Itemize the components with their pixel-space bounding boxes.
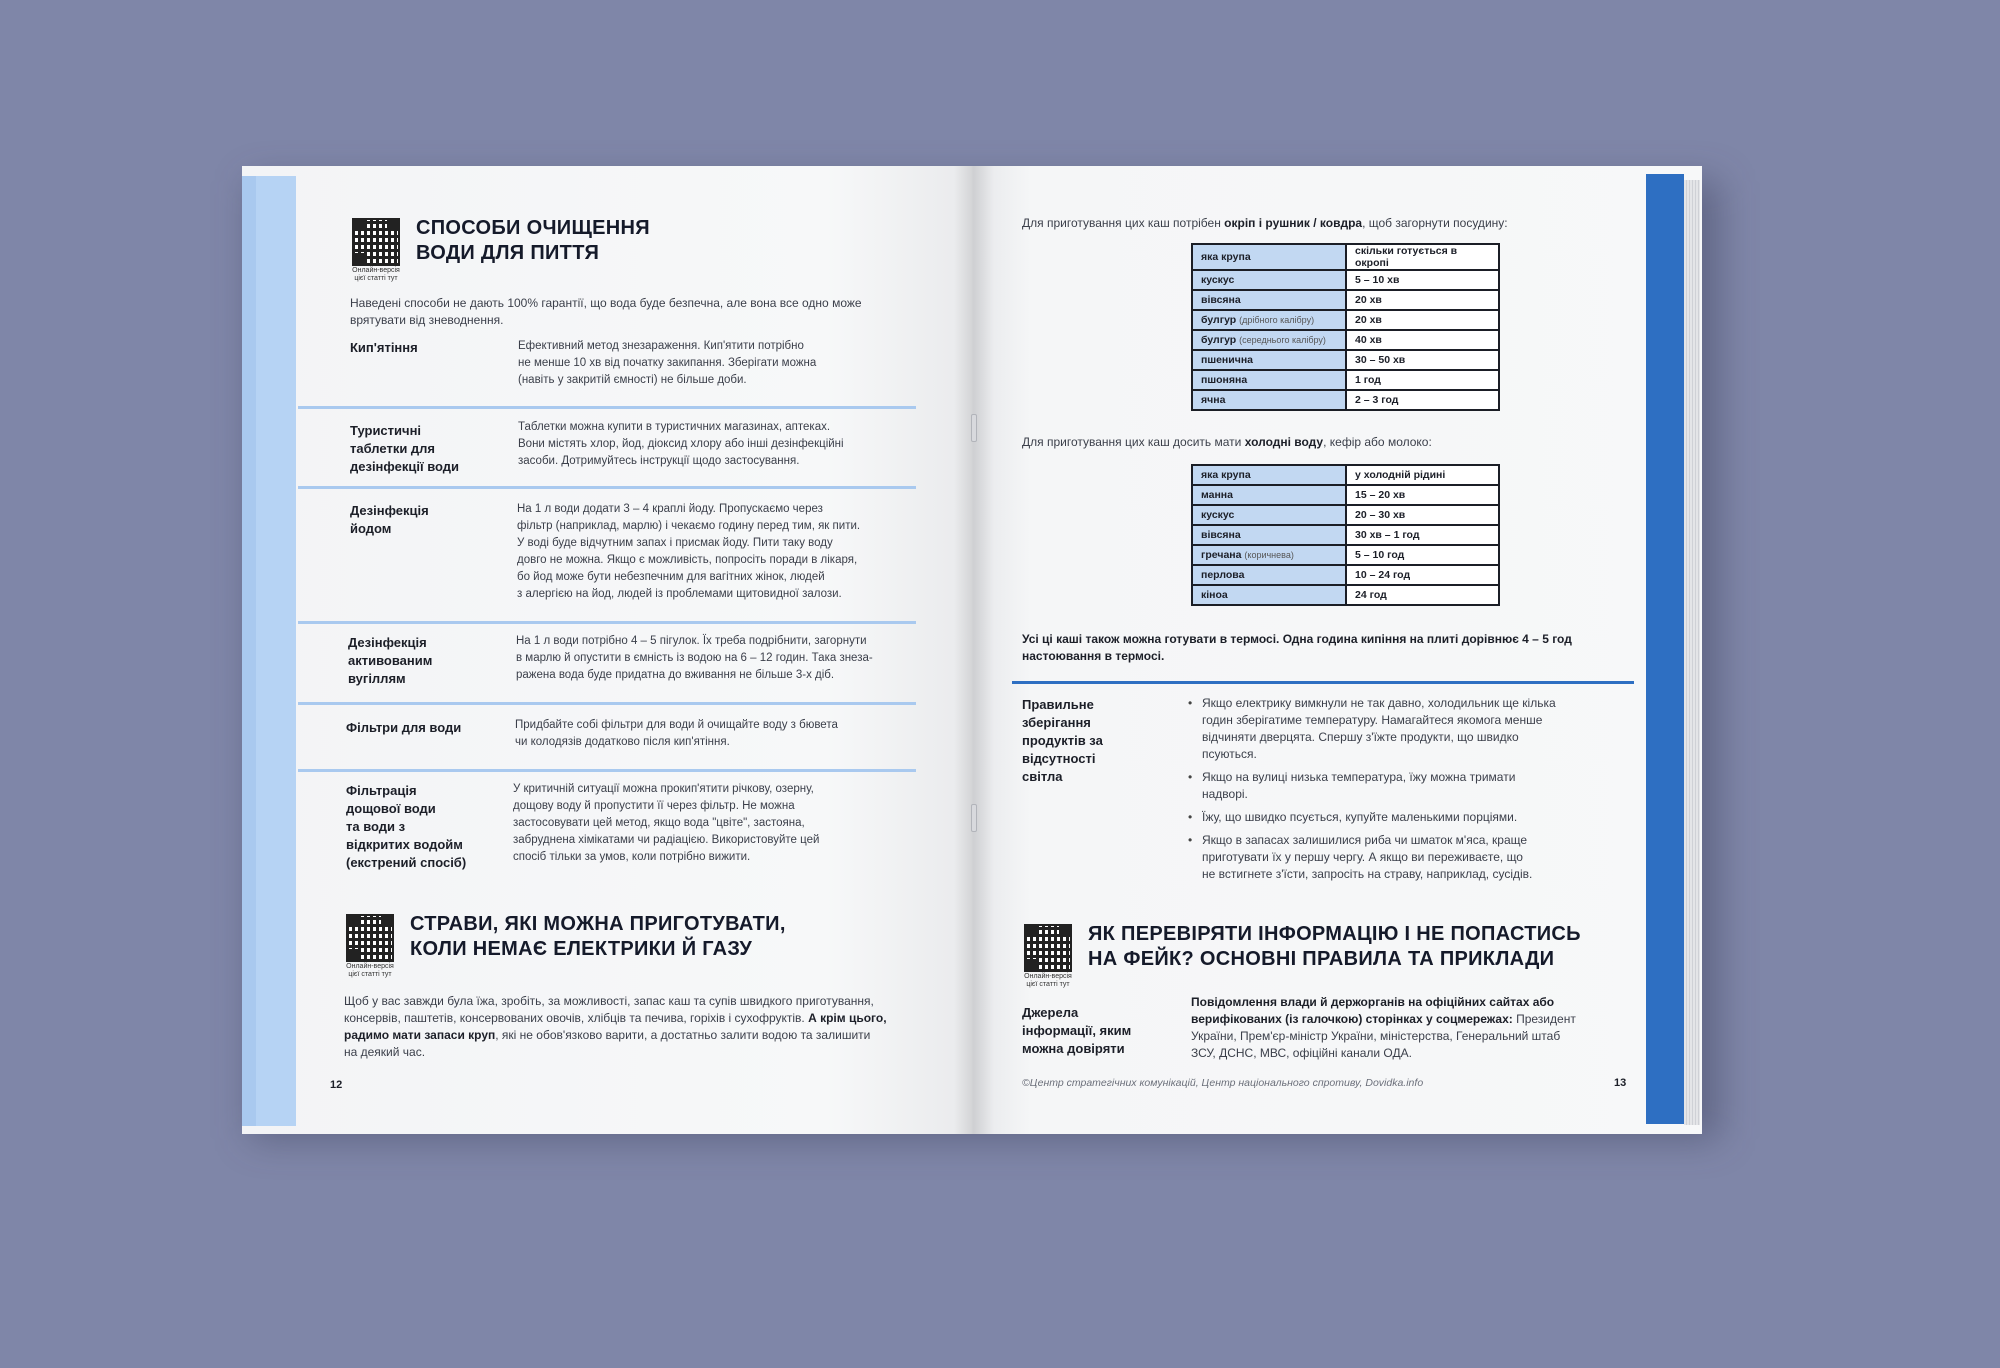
cell-text: пшенична <box>1201 354 1254 366</box>
table-cell <box>1192 525 1346 545</box>
cell-note: (дрібного калібру) <box>1239 315 1315 325</box>
title-line: ЯК ПЕРЕВІРЯТИ ІНФОРМАЦІЮ І НЕ ПОПАСТИСЬ <box>1088 923 1581 945</box>
cell-text: гречана <box>1201 549 1242 561</box>
label-line: та води з <box>346 819 406 834</box>
text-line: Таблетки можна купити в туристичних магазинах, аптеках. <box>518 421 831 433</box>
text-line: ражена вода буде придатна до вживання не більше 3-х діб. <box>516 669 835 681</box>
label-line: йодом <box>350 521 392 536</box>
spine-shadow <box>954 166 994 1134</box>
text-line: Наведені способи не дають 100% гарантії, що вода буде безпечна, але вона все одно може <box>350 296 862 310</box>
porridge-intro-cold <box>1022 434 1642 451</box>
text-line: • Їжу, що швидко псується, купуйте маленькими порціями. <box>1202 810 1518 824</box>
list-item <box>1188 769 1628 803</box>
text-line: спосіб тільки за умов, коли потрібно вижити. <box>513 851 751 863</box>
text-line: псуються. <box>1202 747 1257 761</box>
text-line: надворі. <box>1202 787 1248 801</box>
staple <box>971 414 977 442</box>
label-line: відкритих водойм <box>346 837 463 852</box>
table-row <box>1192 585 1499 605</box>
text-line: На 1 л води додати 3 – 4 краплі йоду. Пропускаємо через <box>517 503 823 515</box>
table-row <box>1192 290 1499 310</box>
method-label <box>348 634 432 688</box>
separator <box>298 406 916 409</box>
label-line: можна довіряти <box>1022 1041 1125 1056</box>
text-line: відчиняти дверцята. Спершу з'їжте продукти, що швидко <box>1202 730 1519 744</box>
separator <box>298 769 916 772</box>
cell-text: пшоняна <box>1201 374 1248 386</box>
text-line: чи колодязів додатково після кип'ятіння. <box>515 736 730 748</box>
section-title-food <box>410 912 786 962</box>
method-label <box>346 782 466 872</box>
thermos-note <box>1022 631 1642 665</box>
table-cell <box>1192 505 1346 525</box>
table-cell: 30 хв – 1 год <box>1346 525 1499 545</box>
text-line: У воді буде відчутним запах і присмак йоду. Пити таку воду <box>517 537 833 549</box>
cell-text: ячна <box>1201 394 1226 406</box>
bold-span: верифікованих (із галочкою) сторінках у соцмережах: <box>1191 1012 1513 1026</box>
section-title-water <box>416 216 650 266</box>
label-line: світла <box>1022 769 1063 784</box>
text-span: Президент <box>1512 1012 1576 1026</box>
table-header-cell: скільки готується в окропі <box>1346 244 1499 270</box>
cell-text: перлова <box>1201 569 1245 581</box>
title-line: ВОДИ ДЛЯ ПИТТЯ <box>416 242 600 264</box>
left-blue-strip <box>256 176 296 1126</box>
label-line: вугіллям <box>348 671 406 686</box>
text-line: Ефективний метод знезараження. Кип'ятити потрібно <box>518 340 804 352</box>
text-span: , щоб загорнути посудину: <box>1362 216 1508 230</box>
label-line: Джерела <box>1022 1005 1079 1020</box>
label-line: Кип'ятіння <box>350 340 418 355</box>
table-cell: 20 хв <box>1346 290 1499 310</box>
text-line: • Якщо електрику вимкнули не так давно, холодильник ще кілька <box>1202 696 1556 710</box>
table-cell: 20 – 30 хв <box>1346 505 1499 525</box>
label-line: (екстрений спосіб) <box>346 855 467 870</box>
text-line: врятувати від зневоднення. <box>350 313 504 327</box>
text-line <box>344 1027 944 1044</box>
table-row <box>1192 330 1499 350</box>
table-cell <box>1192 350 1346 370</box>
page-edges <box>1684 180 1700 1125</box>
cell-text: булгур <box>1201 334 1237 346</box>
text-line <box>1191 994 1631 1011</box>
separator <box>298 702 916 705</box>
text-line: з алергією на йод, людей із проблемами щитовидної залози. <box>517 588 842 600</box>
table-header-cell: яка крупа <box>1192 465 1346 485</box>
cell-text: кускус <box>1201 274 1235 286</box>
text-line: Щоб у вас завжди була їжа, зробіть, за можливості, запас каш та супів швидкого приготування, <box>344 994 874 1008</box>
title-line: СПОСОБИ ОЧИЩЕННЯ <box>416 217 650 239</box>
label-line: Фільтрація <box>346 783 417 798</box>
table-cell <box>1192 485 1346 505</box>
table-row <box>1192 270 1499 290</box>
storage-tips <box>1188 695 1628 889</box>
cell-note: (середнього калібру) <box>1239 335 1326 345</box>
separator <box>1012 681 1634 684</box>
text-line: засоби. Дотримуйтесь інструкції щодо застосування. <box>518 455 800 467</box>
text-span: Для приготування цих каш потрібен <box>1022 216 1225 230</box>
table-header-row <box>1192 465 1499 485</box>
table-row <box>1192 390 1499 410</box>
table-header-row <box>1192 244 1499 270</box>
text-line: годин зберігатиме температуру. Намагайтеся якомога менше <box>1202 713 1543 727</box>
boiling-water-table <box>1191 243 1500 411</box>
cell-text: кіноа <box>1201 589 1228 601</box>
left-page <box>242 166 972 1134</box>
table-cell <box>1192 370 1346 390</box>
text-line: (навіть у закритій ємності) не більше доби. <box>518 374 747 386</box>
separator <box>298 621 916 624</box>
text-line: настоювання в термосі. <box>1022 649 1165 663</box>
table-cell: 40 хв <box>1346 330 1499 350</box>
label-line: Фільтри для води <box>346 720 462 735</box>
right-page <box>972 166 1702 1134</box>
method-label <box>346 719 461 737</box>
cell-text: булгур <box>1201 314 1237 326</box>
trusted-sources-label <box>1022 1004 1131 1058</box>
label-line: Туристичні <box>350 423 422 438</box>
label-line: продуктів за <box>1022 733 1103 748</box>
table-cell: 10 – 24 год <box>1346 565 1499 585</box>
text-line: не встигнете з'їсти, запросіть на страву, наприклад, сусідів. <box>1202 867 1533 881</box>
table-row <box>1192 545 1499 565</box>
text-line: Придбайте собі фільтри для води й очищайте воду з бювета <box>515 719 838 731</box>
text-line: Вони містять хлор, йод, діоксид хлору або інші дезінфекційні <box>518 438 844 450</box>
label-line: таблетки для <box>350 441 436 456</box>
table-row <box>1192 505 1499 525</box>
text-line <box>1191 1011 1631 1028</box>
qr-code-icon <box>1024 924 1072 972</box>
title-line: НА ФЕЙК? ОСНОВНІ ПРАВИЛА ТА ПРИКЛАДИ <box>1088 948 1555 970</box>
table-cell: 20 хв <box>1346 310 1499 330</box>
text-line: ЗСУ, ДСНС, МВС, офіційні канали ОДА. <box>1191 1046 1412 1060</box>
method-description <box>518 338 816 389</box>
qr-caption: Онлайн-версія цієї статті тут <box>346 963 394 978</box>
cell-text: кускус <box>1201 509 1235 521</box>
method-label <box>350 422 459 476</box>
text-line: приготувати їх у першу чергу. А якщо ви переживаєте, що <box>1202 850 1523 864</box>
method-description <box>517 501 860 603</box>
open-booklet <box>242 166 1702 1134</box>
qr-caption: Онлайн-версія цієї статті тут <box>352 267 400 282</box>
list-item <box>1188 809 1628 826</box>
table-row <box>1192 485 1499 505</box>
table-cell <box>1192 545 1346 565</box>
text-line: довго не можна. Якщо є можливість, попросіть поради в лікаря, <box>517 554 858 566</box>
label-line: дощової води <box>346 801 436 816</box>
staple <box>971 804 977 832</box>
label-line: зберігання <box>1022 715 1091 730</box>
list-item <box>1188 695 1628 763</box>
table-cell: 5 – 10 год <box>1346 545 1499 565</box>
page-number-right: 13 <box>1614 1077 1627 1089</box>
label-line: інформації, яким <box>1022 1023 1132 1038</box>
text-line: України, Прем'єр-міністр України, міністерства, Генеральний штаб <box>1191 1029 1561 1043</box>
method-label <box>350 502 429 538</box>
method-description <box>515 717 838 751</box>
trusted-sources-text <box>1191 994 1631 1062</box>
title-line: СТРАВИ, ЯКІ МОЖНА ПРИГОТУВАТИ, <box>410 913 786 935</box>
method-description <box>513 781 819 866</box>
text-line: бо йод може бути небезпечним для вагітних жінок, людей <box>517 571 825 583</box>
copyright-footer: ©Центр стратегічних комунікацій, Центр національного спротиву, Dovidka.info <box>1022 1077 1424 1089</box>
text-line: забруднена хімікатами чи радіацією. Використовуйте цей <box>513 834 820 846</box>
table-cell: 15 – 20 хв <box>1346 485 1499 505</box>
qr-code-icon <box>346 914 394 962</box>
list-item <box>1188 832 1628 883</box>
text-line: в марлю й опустити в ємність із водою на 6 – 12 годин. Така знеза- <box>516 652 873 664</box>
cell-text: вівсяна <box>1201 529 1241 541</box>
table-cell: 30 – 50 хв <box>1346 350 1499 370</box>
text-line: дощову воду й пропустити її через фільтр. Не можна <box>513 800 795 812</box>
table-cell <box>1192 565 1346 585</box>
table-row <box>1192 310 1499 330</box>
label-line: Дезінфекція <box>348 635 427 650</box>
cell-text: манна <box>1201 489 1233 501</box>
left-edge-strip <box>242 176 256 1126</box>
bold-span: радимо мати запаси круп <box>344 1028 496 1042</box>
table-cell <box>1192 310 1346 330</box>
section-title-fakes <box>1088 922 1581 972</box>
table-cell: 24 год <box>1346 585 1499 605</box>
separator <box>298 486 916 489</box>
cell-text: вівсяна <box>1201 294 1241 306</box>
bold-span: холодні воду <box>1244 435 1324 449</box>
table-row <box>1192 350 1499 370</box>
page-number-left: 12 <box>330 1079 343 1091</box>
table-cell <box>1192 330 1346 350</box>
text-line: У критичній ситуації можна прокип'ятити річкову, озерну, <box>513 783 814 795</box>
table-cell <box>1192 390 1346 410</box>
text-line: • Якщо в запасах залишилися риба чи шматок м'яса, краще <box>1202 833 1528 847</box>
text-span: , кефір або молоко: <box>1323 435 1432 449</box>
table-cell <box>1192 585 1346 605</box>
text-span: , які не обов'язково варити, а достатньо залити водою та залишити <box>495 1028 871 1042</box>
text-span: консервів, паштетів, консервованих овочів, хлібців та печива, горіхів і сухофруктів. <box>344 1011 809 1025</box>
label-line: Дезінфекція <box>350 503 429 518</box>
method-label <box>350 339 418 357</box>
text-line <box>344 1010 944 1027</box>
method-description <box>518 419 844 470</box>
qr-caption: Онлайн-версія цієї статті тут <box>1024 973 1072 988</box>
bold-span: Повідомлення влади й держорганів на офіційних сайтах або <box>1191 995 1555 1009</box>
label-line: дезінфекції води <box>350 459 460 474</box>
table-header-cell: яка крупа <box>1192 244 1346 270</box>
table-header-cell: у холодній рідині <box>1346 465 1499 485</box>
bold-span: А крім цього, <box>808 1011 887 1025</box>
table-cell <box>1192 290 1346 310</box>
food-paragraph <box>344 993 944 1061</box>
table-row <box>1192 370 1499 390</box>
qr-code-icon <box>352 218 400 266</box>
table-cell: 1 год <box>1346 370 1499 390</box>
text-line: Усі ці каші також можна готувати в термосі. Одна година кипіння на плиті дорівнює 4 – 5 год <box>1022 632 1572 646</box>
text-span: Для приготування цих каш досить мати <box>1022 435 1245 449</box>
text-line: не менше 10 хв від початку закипання. Зберігати можна <box>518 357 817 369</box>
table-row <box>1192 525 1499 545</box>
cold-liquid-table <box>1191 464 1500 606</box>
label-line: активованим <box>348 653 433 668</box>
text-line: фільтр (наприклад, марлю) і чекаємо годину перед тим, як пити. <box>517 520 861 532</box>
text-line: На 1 л води потрібно 4 – 5 пігулок. Їх треба подрібнити, загорнути <box>516 635 867 647</box>
text-line: • Якщо на вулиці низька температура, їжу можна тримати <box>1202 770 1516 784</box>
text-line: на деякий час. <box>344 1045 426 1059</box>
table-cell <box>1192 270 1346 290</box>
text-line: застосовувати цей метод, якщо вода "цвіте", застояна, <box>513 817 805 829</box>
porridge-intro-boiling <box>1022 215 1642 232</box>
method-description <box>516 633 873 684</box>
bold-span: окріп і рушник / ковдра <box>1224 216 1363 230</box>
right-blue-strip <box>1646 174 1684 1124</box>
storage-label <box>1022 696 1103 786</box>
table-row <box>1192 565 1499 585</box>
cell-note: (коричнева) <box>1244 550 1294 560</box>
label-line: Правильне <box>1022 697 1094 712</box>
table-cell: 5 – 10 хв <box>1346 270 1499 290</box>
title-line: КОЛИ НЕМАЄ ЕЛЕКТРИКИ Й ГАЗУ <box>410 938 753 960</box>
water-intro <box>350 295 930 329</box>
label-line: відсутності <box>1022 751 1096 766</box>
table-cell: 2 – 3 год <box>1346 390 1499 410</box>
